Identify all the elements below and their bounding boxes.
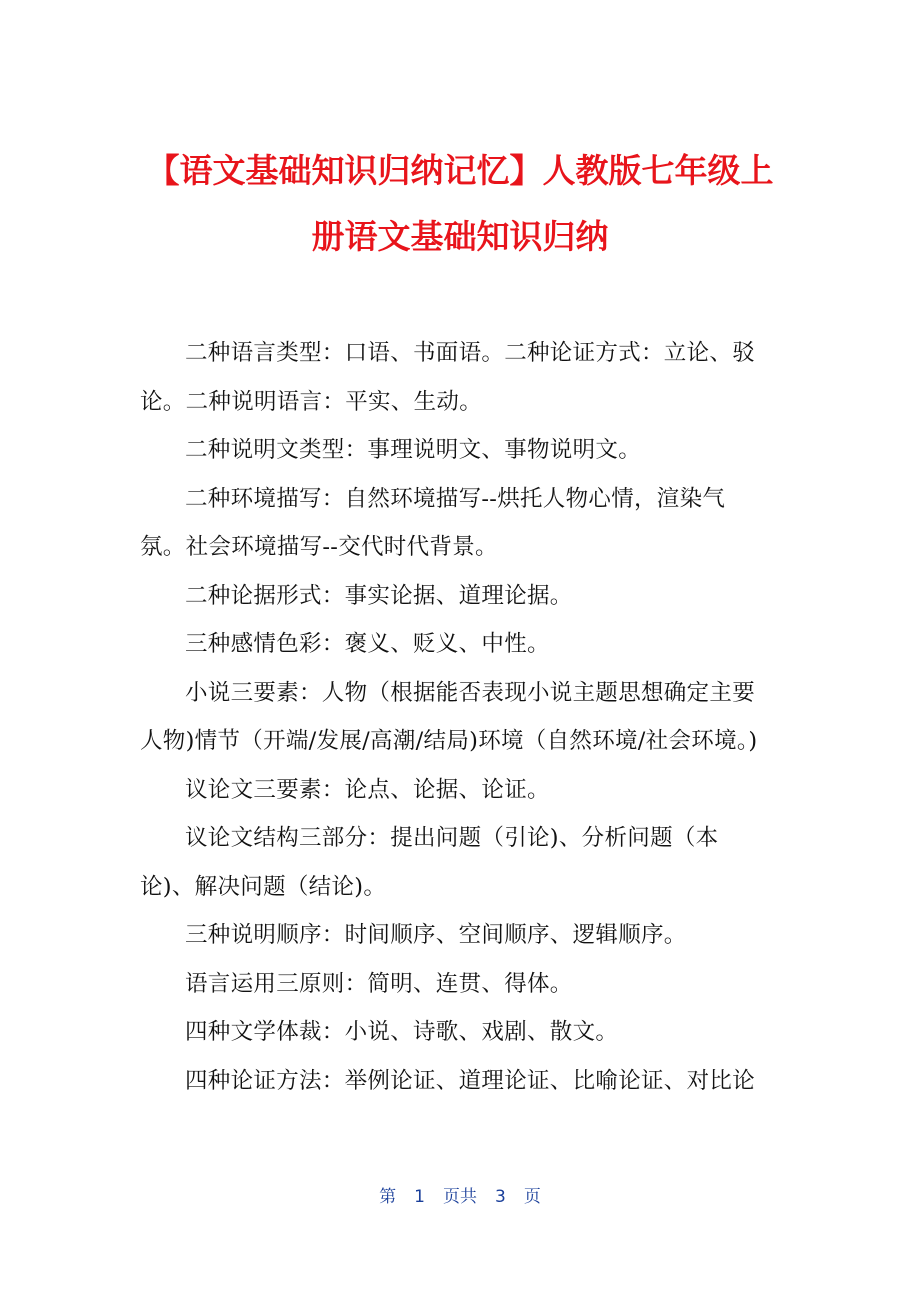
paragraph-emotional-color: 三种感情色彩：褒义、贬义、中性。	[185, 631, 550, 657]
paragraph-explanation-order: 三种说明顺序：时间顺序、空间顺序、逻辑顺序。	[185, 922, 687, 948]
paragraph-environment-description: 二种环境描写：自然环境描写--烘托人物心情，渲染气氛。社会环境描写--交代时代背景。	[140, 485, 726, 560]
page-footer	[0, 1183, 920, 1211]
footer-prefix: 第	[379, 1187, 397, 1207]
paragraph-argument-evidence: 二种论据形式：事实论据、道理论据。	[185, 582, 573, 609]
title-line-1: 【语文基础知识归纳记忆】人教版七年级上	[146, 151, 774, 190]
footer-total-pages: 3	[495, 1187, 506, 1207]
document-title	[120, 138, 800, 270]
title-line-2: 册语文基础知识归纳	[311, 217, 609, 256]
footer-current-page: 1	[414, 1187, 425, 1207]
paragraph-argumentative-elements: 议论文三要素：论点、论据、论证。	[185, 776, 550, 803]
paragraph-novel-elements: 小说三要素：人物（根据能否表现小说主题思想确定主要人物)情节（开端/发展/高潮/结局)环境（自然环境/社会环境。)	[140, 679, 758, 754]
document-body	[140, 329, 770, 1105]
footer-middle: 页共	[443, 1187, 477, 1207]
footer-suffix: 页	[523, 1187, 541, 1207]
paragraph-language-types: 二种语言类型：口语、书面语。二种论证方式：立论、驳论。二种说明语言：平实、生动。	[140, 340, 756, 415]
paragraph-argumentative-structure: 议论文结构三部分：提出问题（引论)、分析问题（本论)、解决问题（结论)。	[140, 825, 719, 900]
paragraph-argument-methods: 四种论证方法：举例论证、道理论证、比喻论证、对比论	[185, 1067, 756, 1094]
paragraph-literary-genres: 四种文学体裁：小说、诗歌、戏剧、散文。	[185, 1019, 619, 1045]
paragraph-expository-types: 二种说明文类型：事理说明文、事物说明文。	[185, 437, 642, 463]
paragraph-language-principles: 语言运用三原则：简明、连贯、得体。	[185, 970, 573, 997]
